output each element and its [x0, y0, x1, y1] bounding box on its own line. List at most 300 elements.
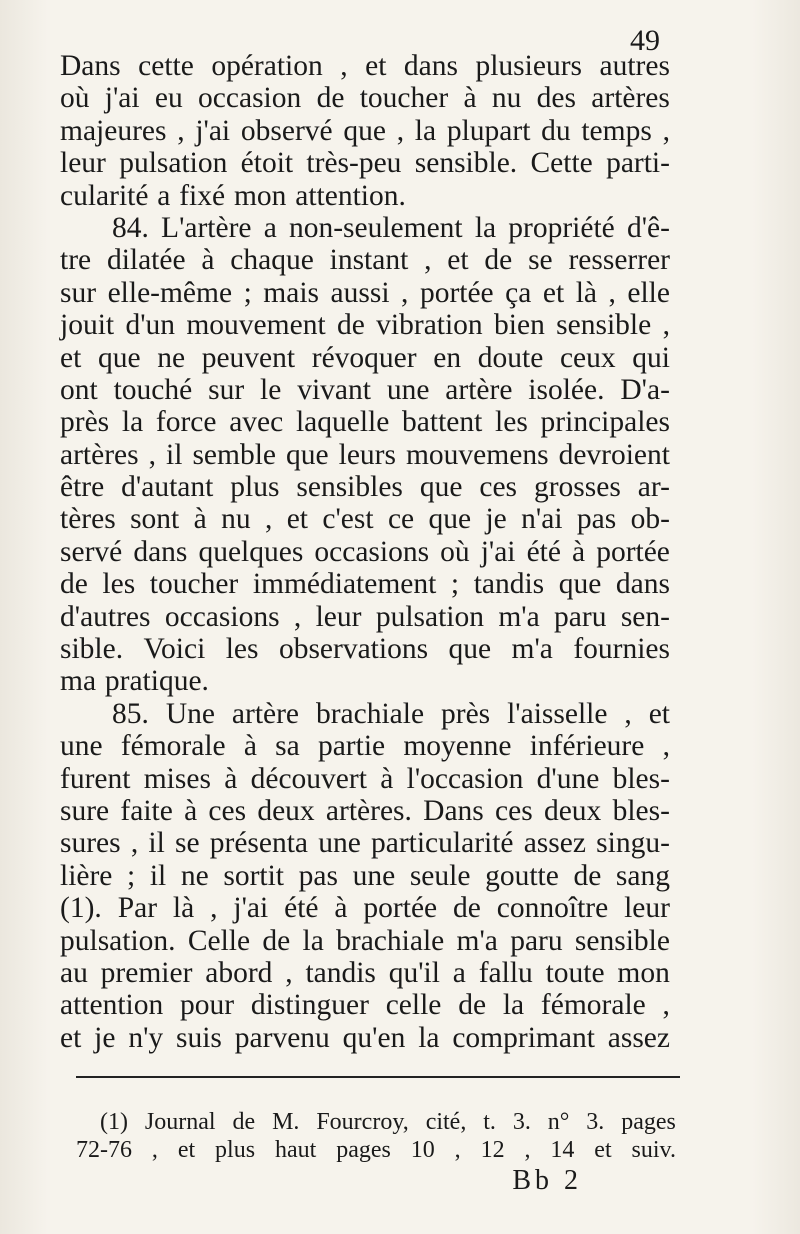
word: ,: [662, 989, 670, 1022]
word: pulsation: [375, 600, 484, 633]
word: et: [177, 1137, 196, 1163]
word: artères: [591, 82, 670, 115]
word: bien: [494, 309, 545, 342]
word: une: [386, 373, 430, 406]
word: à: [243, 730, 257, 763]
word: de: [458, 989, 487, 1022]
word: que: [419, 471, 463, 504]
word: sensible: [556, 309, 652, 342]
word: majeures: [60, 114, 167, 147]
word: pour: [180, 989, 235, 1022]
word: ceux: [559, 341, 616, 374]
word: et: [447, 244, 469, 277]
word: à: [201, 244, 215, 277]
text-line: [60, 82, 670, 114]
word: de: [262, 924, 291, 957]
text-line: [60, 568, 670, 600]
word: tandis: [473, 568, 545, 601]
word: resserrer: [568, 244, 670, 277]
word: je: [94, 1021, 116, 1054]
word: à: [463, 82, 477, 115]
word: Dans: [60, 50, 121, 82]
word: il: [149, 859, 167, 892]
word: ,: [177, 114, 185, 147]
word: mises: [143, 762, 211, 795]
word: sensible.: [414, 147, 518, 180]
word: où: [440, 535, 470, 568]
word: à: [380, 762, 394, 795]
word: m'a: [511, 633, 553, 666]
word: sur: [208, 373, 245, 406]
word: j'ai: [233, 892, 269, 925]
word: toucher: [149, 568, 239, 601]
word: et: [594, 1137, 612, 1163]
word: ,: [424, 244, 432, 277]
word: seule: [409, 859, 471, 892]
word: haut: [274, 1137, 317, 1163]
word: du: [541, 114, 571, 147]
word: j'ai: [480, 535, 516, 568]
word: faite: [120, 794, 173, 827]
word: ,: [624, 697, 632, 730]
word: une: [352, 859, 396, 892]
word: portée: [596, 535, 670, 568]
word: que: [558, 568, 602, 601]
word: ,: [264, 503, 273, 536]
text-line: [60, 763, 670, 795]
word: découvert: [250, 762, 367, 795]
word: elle: [627, 276, 670, 309]
word: doute: [477, 341, 544, 374]
word: que: [428, 503, 472, 536]
word: ne: [180, 859, 209, 892]
text-line: [60, 795, 670, 827]
word: lière: [60, 859, 113, 892]
word: de: [60, 568, 88, 601]
footnote-line: [76, 1136, 676, 1164]
word: des: [536, 82, 576, 115]
word: ,: [148, 438, 156, 471]
word: artères.: [325, 794, 412, 827]
word: mon: [233, 179, 287, 212]
word: ces: [208, 794, 247, 827]
word: ,: [401, 276, 409, 309]
word: eu: [154, 82, 183, 115]
word: 85.: [112, 697, 149, 730]
word: de: [453, 892, 481, 925]
text-line: [60, 503, 670, 535]
word: ,: [293, 600, 302, 633]
word: 72-76: [76, 1137, 132, 1163]
text-line: [60, 115, 670, 147]
word: D'a-: [620, 373, 670, 406]
word: vivant: [297, 373, 371, 406]
word: sen-: [620, 600, 670, 633]
text-line: [60, 406, 670, 438]
word: se: [174, 827, 200, 860]
word: cité,: [425, 1109, 467, 1135]
word: l'aisselle: [507, 697, 608, 730]
word: mais: [263, 276, 320, 309]
text-line: [60, 180, 670, 212]
text-line: [60, 147, 670, 179]
word: ,: [130, 827, 139, 860]
word: a: [452, 956, 466, 989]
word: et: [648, 697, 670, 730]
word: les: [225, 633, 259, 666]
word: bles-: [612, 762, 670, 795]
word: attention.: [295, 179, 406, 212]
word: attention: [60, 989, 164, 1022]
word: fallu: [478, 956, 533, 989]
text-line: [60, 309, 670, 341]
word: 12: [480, 1137, 505, 1163]
text-line: [60, 892, 670, 924]
word: n'y: [128, 1021, 164, 1054]
footnote-line: [76, 1108, 676, 1136]
text-line: [60, 374, 670, 406]
word: assez: [607, 1021, 670, 1054]
word: c'est: [322, 503, 374, 536]
word: à: [193, 503, 207, 536]
word: dilatée: [106, 244, 186, 277]
word: m'a: [498, 600, 540, 633]
word: ,: [396, 114, 405, 147]
word: très-peu: [306, 147, 402, 180]
word: mouvemens: [405, 438, 549, 471]
word: a: [263, 211, 277, 244]
word: assez: [523, 827, 586, 860]
word: sure: [60, 794, 110, 827]
word: ne: [157, 341, 186, 374]
word: toucher: [359, 82, 449, 115]
word: et: [60, 1021, 82, 1054]
footnote: [76, 1108, 676, 1164]
word: fémorale: [120, 730, 226, 763]
word: peuvent: [201, 341, 296, 374]
word: elle-même: [107, 276, 233, 309]
word: leur: [60, 147, 106, 180]
word: les: [495, 406, 528, 439]
word: chaque: [230, 244, 314, 277]
word: leurs: [338, 438, 396, 471]
word: dans: [615, 568, 670, 601]
word: comprimant: [452, 1021, 595, 1054]
word: mon: [617, 956, 670, 989]
word: celle: [385, 989, 442, 1022]
word: ,: [662, 730, 670, 763]
word: nu: [221, 503, 251, 536]
word: ob-: [630, 503, 670, 536]
word: été: [284, 892, 319, 925]
word: laquelle: [295, 406, 390, 439]
word: devroient: [558, 438, 670, 471]
word: portée: [363, 892, 438, 925]
word: toute: [545, 956, 605, 989]
word: de: [573, 859, 602, 892]
word: d'autres: [60, 600, 151, 633]
word: principales: [540, 406, 670, 439]
word: la: [414, 114, 437, 147]
word: je: [485, 503, 507, 536]
word: partie: [317, 730, 386, 763]
word: suis: [176, 1021, 222, 1054]
word: Fourcroy,: [316, 1109, 409, 1135]
text-line: [60, 633, 670, 665]
word: artères: [60, 438, 139, 471]
word: inférieure: [529, 730, 645, 763]
word: dans: [133, 535, 188, 568]
word: et: [365, 50, 387, 82]
word: distinguer: [250, 989, 369, 1022]
word: se: [528, 244, 553, 277]
word: pages: [621, 1109, 676, 1135]
word: la: [474, 211, 497, 244]
word: leur: [315, 600, 362, 633]
word: sur: [60, 276, 97, 309]
word: de: [232, 1109, 256, 1135]
word: plupart: [446, 114, 531, 147]
word: tères: [60, 503, 116, 536]
word: que: [343, 114, 386, 147]
word: là: [575, 276, 597, 309]
word: une: [60, 730, 103, 763]
word: de: [484, 244, 513, 277]
word: de: [316, 82, 345, 115]
word: avec: [229, 406, 284, 439]
word: servé: [60, 535, 123, 568]
word: propriété: [508, 211, 615, 244]
word: (1).: [60, 892, 102, 925]
word: et: [60, 341, 82, 374]
word: la: [418, 1021, 440, 1054]
word: portée: [419, 276, 494, 309]
word: Dans: [423, 794, 484, 827]
word: observations: [278, 633, 429, 666]
word: qu'il: [388, 956, 440, 989]
word: à: [184, 794, 198, 827]
word: d'une: [536, 762, 600, 795]
word: artère: [231, 697, 300, 730]
word: pulsation: [119, 147, 228, 180]
word: tre: [60, 244, 92, 277]
text-line: [60, 601, 670, 633]
word: sible.: [60, 633, 124, 666]
word: j'ai: [104, 82, 140, 115]
word: quelques: [198, 535, 304, 568]
word: au: [60, 956, 88, 989]
body-text: [60, 50, 670, 1054]
word: mouvement: [186, 309, 326, 342]
word: touché: [113, 373, 193, 406]
page-number: 49: [630, 24, 660, 57]
word: l'occasion: [406, 762, 524, 795]
word: autres: [599, 50, 670, 82]
word: ,: [662, 309, 670, 342]
word: qu'en: [342, 1021, 406, 1054]
word: ces: [479, 471, 518, 504]
word: nu: [491, 82, 522, 115]
word: ont: [60, 373, 98, 406]
word: vibration: [376, 309, 483, 342]
word: particularité: [371, 827, 514, 860]
word: paru: [554, 600, 607, 633]
word: tandis: [305, 956, 376, 989]
word: occasions: [164, 600, 280, 633]
word: 10: [410, 1137, 435, 1163]
signature-mark: Bb 2: [512, 1165, 582, 1196]
word: ,: [454, 1137, 461, 1163]
word: 14: [550, 1137, 575, 1163]
text-line: [60, 439, 670, 471]
word: fournies: [573, 633, 670, 666]
word: semble: [192, 438, 276, 471]
word: la: [121, 406, 144, 439]
word: suiv.: [631, 1137, 676, 1163]
word: brachiale: [315, 697, 425, 730]
word: ,: [608, 276, 616, 309]
word: non-seulement: [288, 211, 463, 244]
word: que: [97, 341, 141, 374]
word: plus: [215, 1137, 256, 1163]
word: été: [526, 535, 561, 568]
word: M.: [272, 1109, 300, 1135]
word: Cette: [530, 147, 593, 180]
word: t.: [483, 1109, 496, 1135]
word: fémorale: [540, 989, 646, 1022]
word: ,: [524, 1137, 531, 1163]
word: révoquer: [311, 341, 417, 374]
text-line: [60, 665, 670, 697]
word: goutte: [485, 859, 559, 892]
word: là: [172, 892, 195, 925]
text-line: [60, 827, 670, 859]
text-line: [60, 925, 670, 957]
word: leur: [624, 892, 670, 925]
text-line: [60, 212, 670, 244]
word: une: [318, 827, 361, 860]
word: moyenne: [403, 730, 512, 763]
word: a: [157, 179, 171, 212]
word: deux: [543, 794, 602, 827]
word: près: [441, 697, 491, 730]
word: singu-: [596, 827, 670, 860]
text-line: [60, 536, 670, 568]
word: Celle: [187, 924, 251, 957]
word: près: [60, 406, 110, 439]
word: étoit: [240, 147, 294, 180]
word: sa: [275, 730, 300, 763]
word: et: [542, 276, 565, 309]
text-line: [60, 698, 670, 730]
word: ,: [151, 1137, 158, 1163]
word: que: [448, 633, 492, 666]
word: n°: [547, 1109, 570, 1135]
word: sont: [130, 503, 180, 536]
word: j'ai: [195, 114, 231, 147]
word: ar-: [637, 471, 670, 504]
word: ,: [340, 50, 348, 82]
word: 84.: [112, 211, 149, 244]
word: ,: [662, 114, 670, 147]
word: d'un: [125, 309, 176, 342]
word: qui: [632, 341, 670, 374]
word: pas: [576, 503, 617, 536]
word: Par: [117, 892, 158, 925]
word: pulsation.: [60, 924, 176, 957]
word: il: [166, 438, 183, 471]
word: deux: [257, 794, 315, 827]
word: plusieurs: [475, 50, 583, 82]
word: et: [286, 503, 309, 536]
word: dans: [403, 50, 458, 82]
word: parvenu: [234, 1021, 330, 1054]
word: Une: [165, 697, 215, 730]
word: pages: [336, 1137, 391, 1163]
word: premier: [100, 956, 193, 989]
word: immédiatement: [252, 568, 437, 601]
word: brachiale: [336, 924, 445, 957]
word: grosses: [533, 471, 621, 504]
word: instant: [329, 244, 409, 277]
word: fixé: [179, 179, 226, 212]
text-line: [60, 244, 670, 276]
word: d'ê-: [626, 211, 670, 244]
word: que: [286, 438, 329, 471]
word: paru: [510, 924, 563, 957]
word: furent: [60, 762, 131, 795]
word: (1): [100, 1109, 128, 1135]
word: ;: [243, 276, 252, 309]
word: abord: [205, 956, 273, 989]
word: sensible: [574, 924, 670, 957]
word: 3.: [586, 1109, 605, 1135]
word: plus: [230, 471, 280, 504]
word: en: [433, 341, 462, 374]
word: cette: [138, 50, 194, 82]
word: sang: [615, 859, 670, 892]
word: sensibles: [296, 471, 403, 504]
word: ,: [285, 956, 293, 989]
word: ça: [505, 276, 532, 309]
word: 3.: [512, 1109, 531, 1135]
text-line: [60, 50, 670, 82]
word: Journal: [144, 1109, 216, 1135]
word: ,: [210, 892, 218, 925]
word: les: [102, 568, 136, 601]
text-line: [60, 277, 670, 309]
text-line: [60, 1022, 670, 1054]
word: la: [502, 989, 525, 1022]
word: ;: [450, 568, 460, 601]
word: occasion: [198, 82, 302, 115]
word: jouit: [60, 309, 115, 342]
word: à: [224, 762, 238, 795]
word: connoître: [496, 892, 609, 925]
word: aussi: [330, 276, 390, 309]
word: la: [302, 924, 324, 957]
word: de: [336, 309, 365, 342]
word: être: [60, 471, 105, 504]
word: Voici: [143, 633, 206, 666]
word: m'a: [456, 924, 498, 957]
word: à: [572, 535, 586, 568]
word: opération: [211, 50, 323, 82]
word: le: [260, 373, 282, 406]
word: sortit: [223, 859, 285, 892]
word: ;: [127, 859, 136, 892]
word: où: [60, 82, 90, 115]
